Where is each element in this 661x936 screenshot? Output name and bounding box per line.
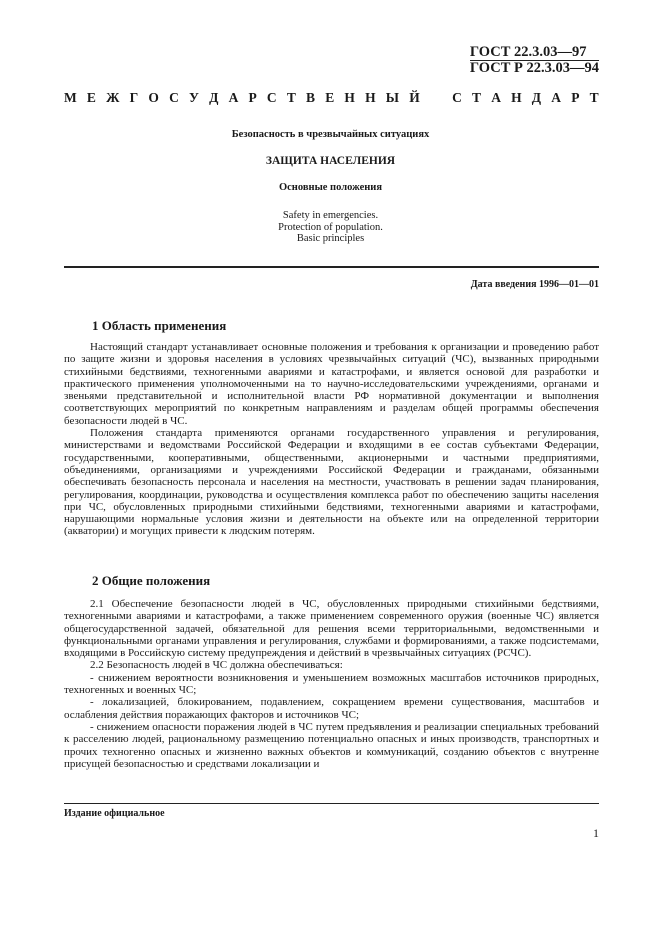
- heading-letter: С: [452, 90, 462, 105]
- footer-divider: [64, 803, 599, 804]
- list-item: - снижением вероятности возникновения и уменьшением возможных масштабов источников природных, техногенных и военных ЧС;: [64, 671, 599, 697]
- heading-letter: О: [148, 90, 159, 105]
- paragraph: 2.1 Обеспечение безопасности людей в ЧС, обусловленных природными стихийными бедствиями, техногенными авариями и катастрофами, а также применением современного оружия (военные ЧС) является общегосударственной задачей, обязательной для решения всеми территориальными, ведомственными и функциональными органами управления и регулирования, службами и формированиями, а также подсистемами, входящими в Российскую систему предупреждения и действий в чрезвычайных ситуациях (РСЧС).: [64, 598, 599, 660]
- heading-letter: Т: [286, 90, 296, 105]
- paragraph: 2.2 Безопасность людей в ЧС должна обеспечиваться:: [90, 659, 343, 672]
- header-divider: [64, 266, 599, 268]
- introduction-date: Дата введения 1996—01—01: [470, 279, 599, 290]
- paragraph: Настоящий стандарт устанавливает основные положения и требования к организации и проведению работ по защите жизни и здоровья населения в условиях чрезвычайных ситуаций (ЧС), вызванных природными стихийными бедствиями, техногенными авариями и катастрофами, и является основой для разработки и практического применения уполномоченными на то научно-исследовательскими учреждениями, органами и звеньями представительной и исполнительной власти РФ нормативной документации и выполнения соответствующих мероприятий по конкретным направлениям и разделам общей программы обеспечения безопасности людей в ЧС.: [64, 341, 599, 427]
- heading-letter: С: [266, 90, 277, 105]
- english-title: [0, 210, 661, 245]
- english-title-line: Safety in emergencies.: [282, 210, 379, 221]
- document-subject: Безопасность в чрезвычайных ситуациях: [231, 129, 430, 140]
- english-title-line: Basic principles: [296, 233, 365, 244]
- list-item: - снижением опасности поражения людей в ЧС путем предъявления и реализации специальных требований к расселению людей, рациональному размещению потенциально опасных и иных производств, транспортных и прочих техногенно опасных и жизненно важных объектов и коммуникаций, созданию объектов с внутренне присущей безопасностью и средствами локализации и: [64, 720, 599, 770]
- standard-codes: [470, 45, 599, 76]
- section-2-body: [64, 598, 599, 770]
- heading-letter: Й: [409, 90, 420, 105]
- heading-letter: Д: [531, 90, 542, 105]
- edition-note: Издание официальное: [64, 808, 165, 819]
- heading-letter: Н: [344, 90, 355, 105]
- heading-letter: Т: [472, 90, 482, 105]
- heading-letter: С: [169, 90, 179, 105]
- heading-letter: А: [551, 90, 562, 105]
- interstate-standard-heading: [64, 90, 599, 106]
- page-title: ЗАЩИТА НАСЕЛЕНИЯ: [265, 155, 396, 167]
- gost-code: ГОСТ 22.3.03—97: [469, 44, 587, 60]
- heading-letter: Ж: [106, 90, 120, 105]
- paragraph: Положения стандарта применяются органами государственного управления и регулирования, министерствами и ведомствами Российской Федерации и входящими в ее состав субъектами Федерации, государственными, кооперативными, общественными, акционерными и частными предприятиями, объединениями, организациями и учреждениями Российской Федерации и гражданами, обязанными обеспечивать безопасность персонала и населения на местности, участвовать в решении задач планирования, регулирования, координации, руководства и осуществления комплекса работ по обеспечению защиты населения при ЧС, обусловленных природными стихийными бедствиями, техногенными авариями и катастрофами, нарушающими нормальные условия жизни и деятельности на объекте или на определенной территории (акватории) и могущих привести к людским потерям.: [64, 427, 599, 538]
- section-1-body: [64, 341, 599, 538]
- document-subtitle: Основные положения: [278, 182, 383, 193]
- list-item: - локализацией, блокированием, подавлением, сокращением времени существования, масштабов и ослабления действия поражающих факторов и источников ЧС;: [64, 696, 599, 721]
- heading-letter: Г: [129, 90, 139, 105]
- heading-letter: Ы: [385, 90, 400, 105]
- heading-letter: У: [189, 90, 199, 105]
- heading-letter: А: [491, 90, 501, 105]
- heading-letter: Р: [571, 90, 580, 105]
- heading-letter: Р: [248, 90, 257, 105]
- heading-letter: Д: [209, 90, 219, 105]
- section-1-heading: 1 Область применения: [92, 318, 227, 333]
- heading-letter: А: [228, 90, 239, 105]
- heading-letter: Н: [365, 90, 376, 105]
- gost-r-code: ГОСТ Р 22.3.03—94: [469, 60, 599, 76]
- heading-letter: Е: [325, 90, 335, 105]
- heading-letter: Н: [511, 90, 522, 105]
- heading-letter: М: [64, 90, 77, 105]
- section-2-heading: 2 Общие положения: [92, 573, 211, 588]
- english-title-line: Protection of population.: [278, 221, 383, 233]
- heading-letter: В: [306, 90, 316, 105]
- word-gap: [430, 90, 442, 106]
- page-number: 1: [593, 826, 599, 840]
- heading-letter: Т: [589, 90, 599, 105]
- heading-letter: Е: [86, 90, 96, 105]
